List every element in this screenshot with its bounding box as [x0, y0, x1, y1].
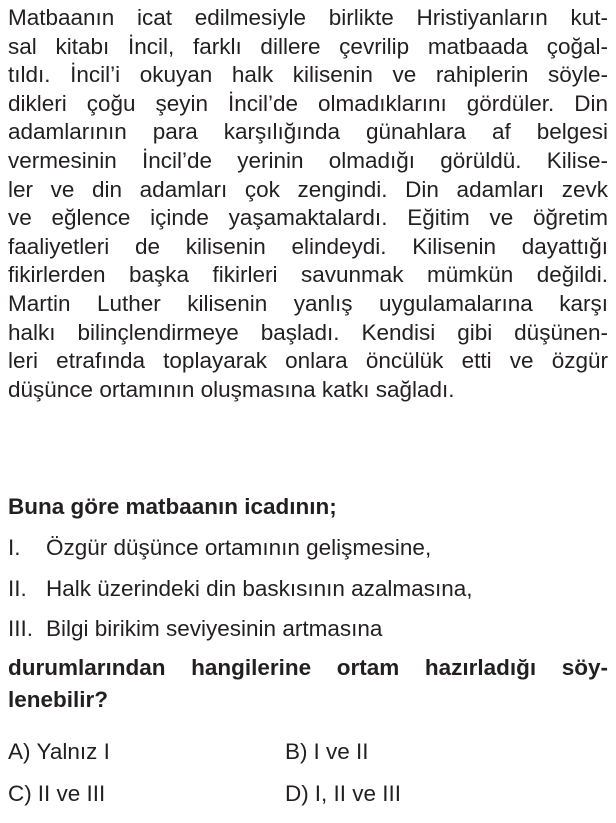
question-stem: Buna göre matbaanın icadının; [8, 494, 337, 519]
statement-item [8, 575, 608, 616]
choice-b[interactable] [285, 737, 369, 767]
statement-item [8, 615, 608, 656]
choice-letter: B) [285, 739, 308, 764]
choice-text: I ve II [313, 739, 369, 764]
passage-line: sal kitabı İncil, farklı dillere çevrilip matbaada çoğal- [8, 33, 608, 59]
choice-letter: D) [285, 781, 309, 806]
choice-letter: C) [8, 781, 32, 806]
statement-number: II. [8, 575, 27, 601]
answer-choices [8, 737, 608, 821]
question-prompt [8, 652, 608, 716]
statement-text: Özgür düşünce ortamının gelişmesine, [46, 535, 432, 560]
passage-line: adamlarının para karşılığında günahlara af belgesi [8, 119, 608, 145]
passage-line: ve eğlence içinde yaşamaktalardı. Eğitim ve öğretim [8, 205, 608, 231]
choice-row [8, 737, 608, 779]
statement-number: III. [8, 616, 34, 641]
statement-text: Bilgi birikim seviyesinin artmasına [46, 616, 383, 641]
statement-list [8, 534, 608, 656]
reading-passage [8, 4, 608, 404]
choice-c[interactable] [8, 779, 105, 809]
passage-line: tıldı. İncil’i okuyan halk kilisenin ve rahiplerin söyle- [8, 62, 608, 88]
choice-text: Yalnız I [36, 739, 110, 764]
passage-line: Martin Luther kilisenin yanlış uygulamalarına karşı [8, 290, 608, 316]
statement-number: I. [8, 535, 21, 560]
passage-line: fikirlerden başka fikirleri savunmak mümkün değildi. [8, 262, 608, 288]
passage-line: faaliyetleri de kilisenin elindeydi. Kilisenin dayattığı [8, 233, 608, 259]
passage-line: düşünce ortamının oluşmasına katkı sağladı. [8, 376, 455, 402]
passage-line: ler ve din adamları çok zengindi. Din adamları zevk [8, 176, 608, 202]
choice-a[interactable] [8, 737, 110, 767]
choice-text: II ve III [37, 781, 106, 806]
choice-letter: A) [8, 739, 31, 764]
statement-text: Halk üzerindeki din baskısının azalmasına, [46, 575, 473, 601]
choice-row [8, 779, 608, 821]
passage-line: halkı bilinçlendirmeye başladı. Kendisi gibi düşünen- [8, 319, 608, 345]
prompt-line: lenebilir? [8, 687, 109, 712]
passage-line: leri etrafında toplayarak onlara öncülük etti ve özgür [8, 348, 608, 374]
choice-d[interactable] [285, 779, 401, 809]
prompt-line: durumlarından hangilerine ortam hazırladığı söy- [8, 655, 608, 680]
passage-line: dikleri çoğu şeyin İncil’de olmadıklarını gördüler. Din [8, 90, 608, 116]
choice-text: I, II ve III [314, 781, 402, 806]
passage-line: vermesinin İncil’de yerinin olmadığı görüldü. Kilise- [8, 147, 608, 173]
statement-item [8, 534, 608, 575]
passage-line: Matbaanın icat edilmesiyle birlikte Hristiyanların kut- [8, 5, 608, 30]
